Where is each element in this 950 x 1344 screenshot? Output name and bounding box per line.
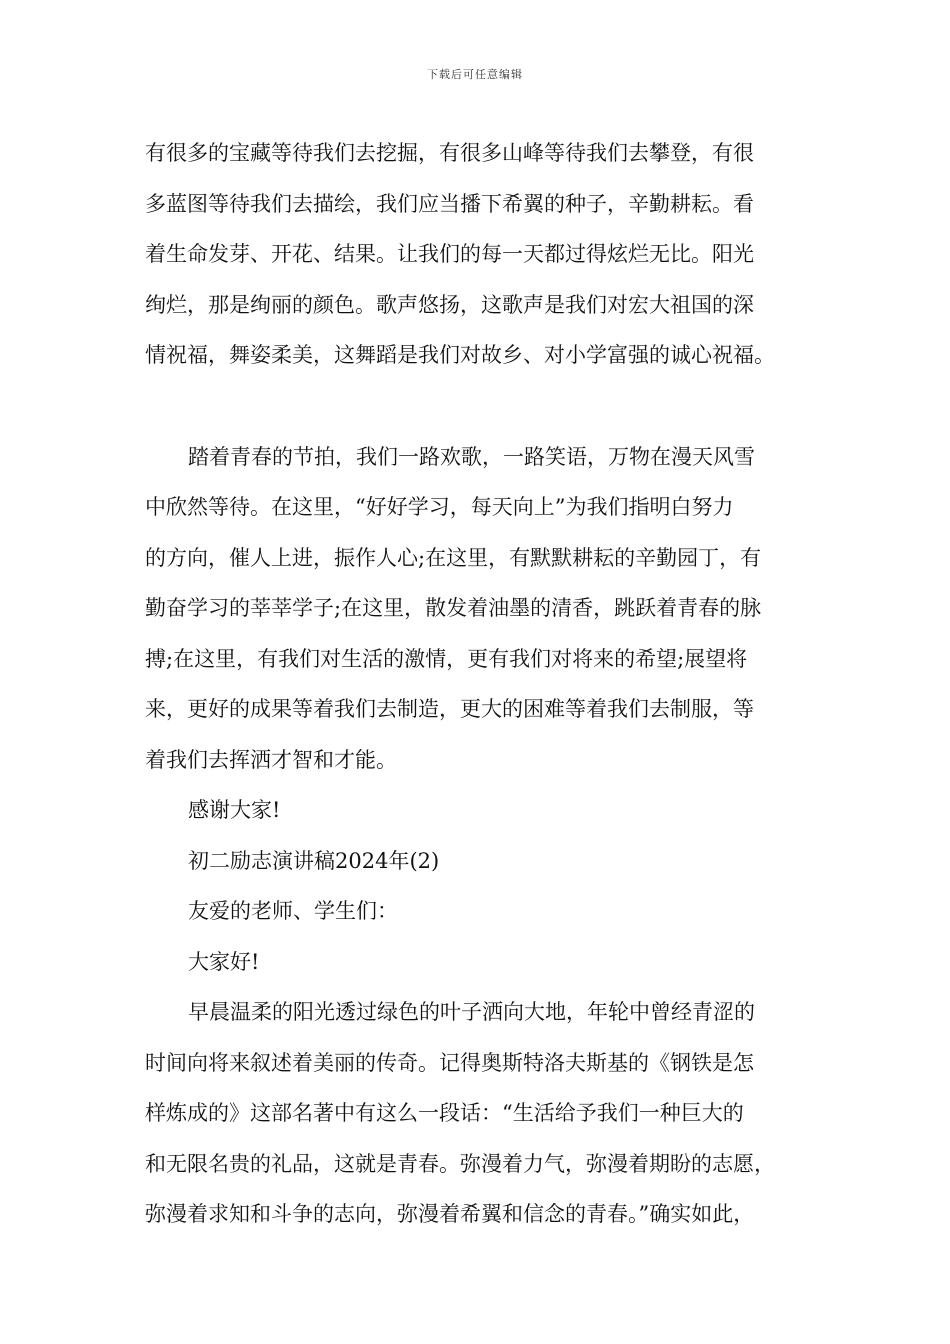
text-line: 多蓝图等待我们去描绘，我们应当播下希翼的种子，辛勤耕耘。看 bbox=[145, 191, 754, 216]
paragraph-3 bbox=[145, 987, 810, 1240]
paragraph-thanks bbox=[145, 785, 810, 836]
page-header: 下载后可任意编辑 bbox=[427, 68, 523, 81]
text-line: 早晨温柔的阳光透过绿色的叶子洒向大地，年轮中曾经青涩的 bbox=[188, 1000, 755, 1024]
text-line: 弥漫着求知和斗争的志向，弥漫着希翼和信念的青春。”确实如此， bbox=[145, 1202, 755, 1226]
text-line: 大家好! bbox=[188, 949, 260, 974]
paragraph-gap bbox=[145, 381, 810, 432]
text-line: 来，更好的成果等着我们去制造，更大的困难等着我们去制服，等 bbox=[145, 697, 754, 721]
text-line: 友爱的老师、学生们： bbox=[188, 899, 398, 923]
text-line: 搏;在这里，有我们对生活的激情，更有我们对将来的希望;展望将 bbox=[145, 646, 748, 671]
paragraph-2 bbox=[145, 432, 810, 786]
text-line: 时间向将来叙述着美丽的传奇。记得奥斯特洛夫斯基的《钢铁是怎 bbox=[145, 1050, 754, 1075]
text-line: 感谢大家! bbox=[188, 798, 281, 822]
document-body bbox=[145, 128, 810, 1240]
text-line: 着生命发芽、开花、结果。让我们的每一天都过得炫烂无比。阳光 bbox=[145, 242, 754, 266]
paragraph-greeting bbox=[145, 937, 810, 988]
text-line: 踏着青春的节拍，我们一路欢歌，一路笑语，万物在漫天风雪 bbox=[188, 444, 755, 469]
text-line: 和无限名贵的礼品，这就是青春。弥漫着力气，弥漫着期盼的志愿， bbox=[145, 1151, 775, 1176]
text-line: 样炼成的》这部名著中有这么一段话：“生活给予我们一种巨大的 bbox=[145, 1101, 744, 1125]
text-line: 情祝福，舞姿柔美，这舞蹈是我们对故乡、对小学富强的诚心祝福。 bbox=[145, 343, 775, 367]
section-title bbox=[145, 836, 810, 887]
text-line: 的方向，催人上进，振作人心;在这里，有默默耕耘的辛勤园丁，有 bbox=[145, 545, 762, 570]
text-line: 着我们去挥洒才智和才能。 bbox=[145, 747, 397, 772]
text-line: 绚烂，那是绚丽的颜色。歌声悠扬，这歌声是我们对宏大祖国的深 bbox=[145, 292, 754, 317]
paragraph-1 bbox=[145, 128, 810, 381]
text-line: 勤奋学习的莘莘学子;在这里，散发着油墨的清香，跳跃着青春的脉 bbox=[145, 596, 762, 620]
text-line: 中欣然等待。在这里，“好好学习，每天向上”为我们指明白努力 bbox=[145, 495, 734, 519]
text-line: 初二励志演讲稿2024年(2) bbox=[188, 848, 440, 873]
paragraph-salutation bbox=[145, 886, 810, 937]
text-line: 有很多的宝藏等待我们去挖掘，有很多山峰等待我们去攀登，有很 bbox=[145, 141, 754, 165]
